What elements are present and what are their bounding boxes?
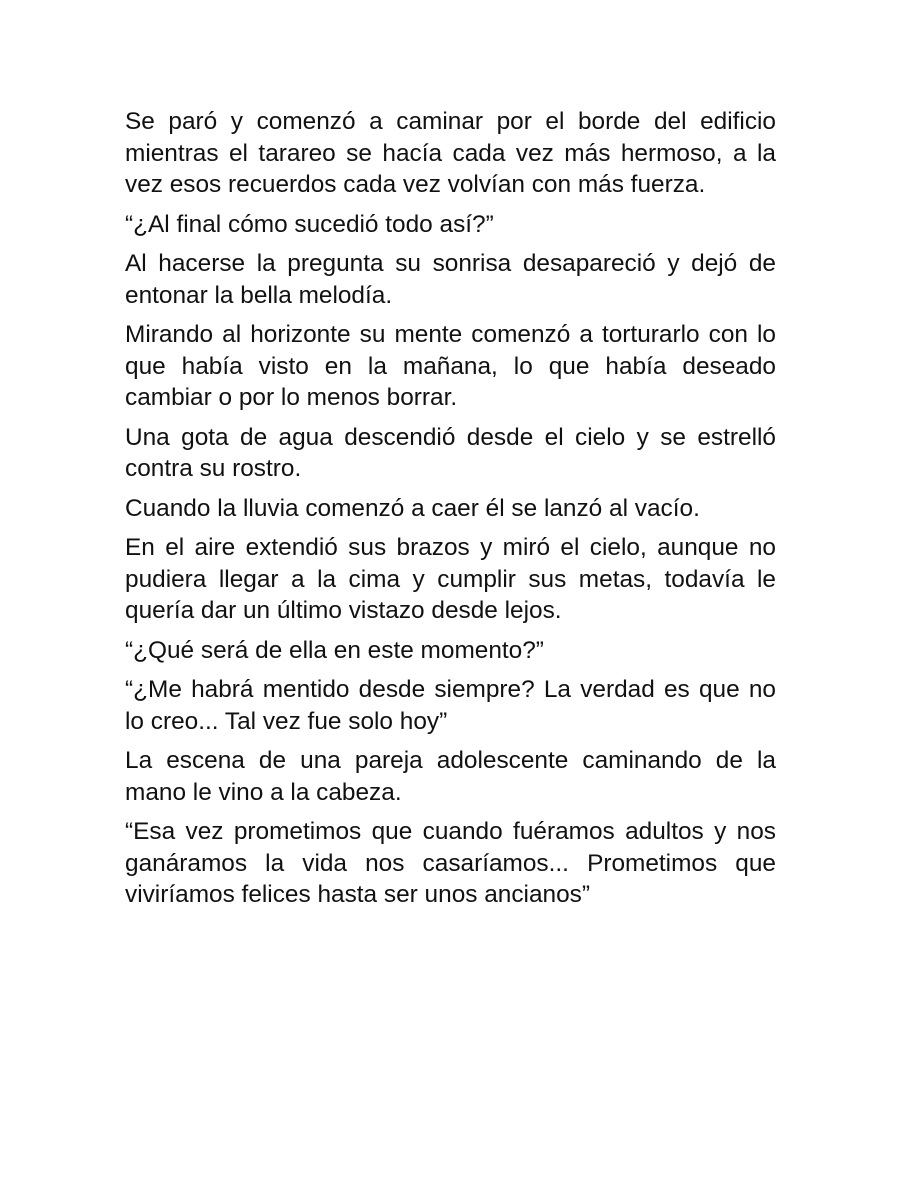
paragraph-11: “Esa vez prometimos que cuando fuéramos adultos y nos ganáramos la vida nos casaríamos... Prometimos que viviríamos felices hasta ser unos ancianos” — [125, 818, 776, 908]
paragraph-7: En el aire extendió sus brazos y miró el cielo, aunque no pudiera llegar a la cima y cumplir sus metas, todavía le quería dar un último vistazo desde lejos. — [125, 534, 776, 624]
paragraph-5: Una gota de agua descendió desde el cielo y se estrelló contra su rostro. — [125, 423, 776, 482]
paragraph-8: “¿Qué será de ella en este momento?” — [125, 636, 544, 664]
paragraph-9: “¿Me habrá mentido desde siempre? La verdad es que no lo creo... Tal vez fue solo hoy” — [125, 676, 776, 735]
paragraph-6: Cuando la lluvia comenzó a caer él se lanzó al vacío. — [125, 494, 700, 522]
paragraph-1: Se paró y comenzó a caminar por el borde del edificio mientras el tarareo se hacía cada vez más hermoso, a la vez esos recuerdos cada vez volvían con más fuerza. — [125, 108, 776, 198]
paragraph-3: Al hacerse la pregunta su sonrisa desapareció y dejó de entonar la bella melodía. — [125, 250, 776, 309]
paragraph-2: “¿Al final cómo sucedió todo así?” — [125, 210, 494, 238]
paragraph-10: La escena de una pareja adolescente caminando de la mano le vino a la cabeza. — [125, 747, 776, 806]
paragraph-4: Mirando al horizonte su mente comenzó a torturarlo con lo que había visto en la mañana, lo que había deseado cambiar o por lo menos borrar. — [125, 321, 776, 411]
